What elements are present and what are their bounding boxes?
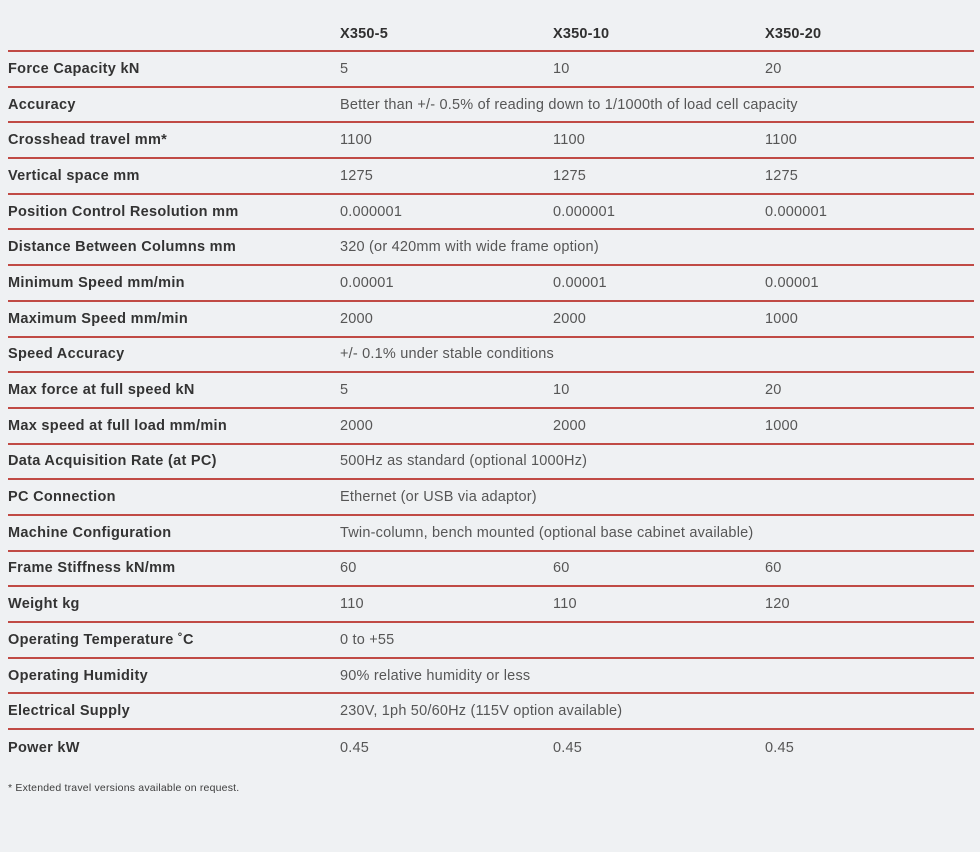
table-header-row [8, 18, 974, 52]
spec-value-span: Twin-column, bench mounted (optional base cabinet available) [340, 524, 754, 541]
spec-value-span: Better than +/- 0.5% of reading down to 1/1000th of load cell capacity [340, 96, 798, 113]
spec-row-label: Weight kg [8, 596, 80, 613]
spec-value-span: 90% relative humidity or less [340, 667, 531, 684]
spec-value-col3: 0.00001 [765, 274, 819, 291]
spec-value-col3: 1275 [765, 167, 799, 184]
column-header-x350-20: X350-20 [765, 26, 822, 42]
spec-value-col2: 0.000001 [553, 203, 616, 220]
spec-row-label: Max force at full speed kN [8, 382, 195, 399]
spec-row-label: Operating Humidity [8, 667, 148, 684]
spec-value-col2: 1275 [553, 167, 587, 184]
spec-value-col1: 0.45 [340, 739, 370, 756]
spec-value-col3: 60 [765, 560, 782, 577]
spec-value-col2: 10 [553, 382, 570, 399]
spec-row-label: Machine Configuration [8, 524, 172, 541]
spec-value-col2: 110 [553, 596, 577, 613]
spec-value-col1: 1275 [340, 167, 374, 184]
spec-row-label: Electrical Supply [8, 703, 130, 720]
table-row [8, 409, 974, 445]
spec-row-label: Position Control Resolution mm [8, 203, 239, 220]
spec-value-span: 230V, 1ph 50/60Hz (115V option available) [340, 703, 623, 720]
spec-value-col2: 1100 [553, 132, 585, 149]
spec-value-col1: 0.00001 [340, 274, 394, 291]
table-footnote: * Extended travel versions available on request. [8, 781, 240, 794]
table-body [8, 52, 974, 766]
table-row [8, 516, 974, 552]
spec-value-col1: 5 [340, 382, 349, 399]
spec-value-col1: 110 [340, 596, 364, 613]
spec-row-label: Maximum Speed mm/min [8, 310, 189, 327]
table-row [8, 623, 974, 659]
spec-value-col2: 0.00001 [553, 274, 607, 291]
spec-value-col3: 1000 [765, 310, 799, 327]
table-row [8, 552, 974, 588]
column-header-x350-10: X350-10 [553, 26, 610, 42]
spec-row-label: Data Acquisition Rate (at PC) [8, 453, 217, 470]
spec-value-col2: 2000 [553, 417, 587, 434]
spec-value-span: +/- 0.1% under stable conditions [340, 346, 554, 363]
table-row [8, 480, 974, 516]
spec-value-col2: 10 [553, 60, 570, 77]
spec-row-label: Crosshead travel mm* [8, 132, 168, 149]
spec-row-label: Max speed at full load mm/min [8, 417, 227, 434]
spec-value-col3: 20 [765, 382, 782, 399]
spec-value-col3: 1000 [765, 417, 799, 434]
spec-value-col2: 60 [553, 560, 570, 577]
table-row [8, 587, 974, 623]
spec-value-span: 320 (or 420mm with wide frame option) [340, 239, 599, 256]
spec-value-col1: 2000 [340, 417, 374, 434]
spec-value-col1: 2000 [340, 310, 374, 327]
spec-row-label: Accuracy [8, 96, 76, 113]
table-row [8, 694, 974, 730]
table-row [8, 52, 974, 88]
spec-row-label: Distance Between Columns mm [8, 239, 237, 256]
spec-value-col3: 0.000001 [765, 203, 828, 220]
spec-row-label: Force Capacity kN [8, 60, 140, 77]
table-row [8, 445, 974, 481]
spec-value-span: 0 to +55 [340, 631, 395, 648]
spec-row-label: Vertical space mm [8, 167, 140, 184]
table-row [8, 123, 974, 159]
table-row [8, 373, 974, 409]
spec-value-col1: 0.000001 [340, 203, 403, 220]
spec-value-col3: 120 [765, 596, 790, 613]
spec-value-col2: 2000 [553, 310, 587, 327]
table-row [8, 266, 974, 302]
table-row [8, 659, 974, 695]
spec-value-col1: 5 [340, 60, 349, 77]
spec-value-span: Ethernet (or USB via adaptor) [340, 489, 537, 506]
table-row [8, 159, 974, 195]
spec-row-label: Operating Temperature ˚C [8, 631, 194, 648]
table-row [8, 88, 974, 124]
spec-value-col3: 20 [765, 60, 782, 77]
spec-row-label: PC Connection [8, 489, 116, 506]
spec-value-col2: 0.45 [553, 739, 583, 756]
table-row [8, 302, 974, 338]
table-row [8, 195, 974, 231]
column-header-x350-5: X350-5 [340, 26, 388, 42]
spec-value-col1: 60 [340, 560, 357, 577]
spec-value-col1: 1100 [340, 132, 372, 149]
spec-value-col3: 1100 [765, 132, 797, 149]
spec-row-label: Power kW [8, 739, 80, 756]
spec-row-label: Frame Stiffness kN/mm [8, 560, 176, 577]
spec-value-col3: 0.45 [765, 739, 795, 756]
table-row [8, 730, 974, 766]
table-row [8, 230, 974, 266]
spec-row-label: Minimum Speed mm/min [8, 274, 185, 291]
spec-row-label: Speed Accuracy [8, 346, 125, 363]
table-row [8, 338, 974, 374]
spec-value-span: 500Hz as standard (optional 1000Hz) [340, 453, 588, 470]
